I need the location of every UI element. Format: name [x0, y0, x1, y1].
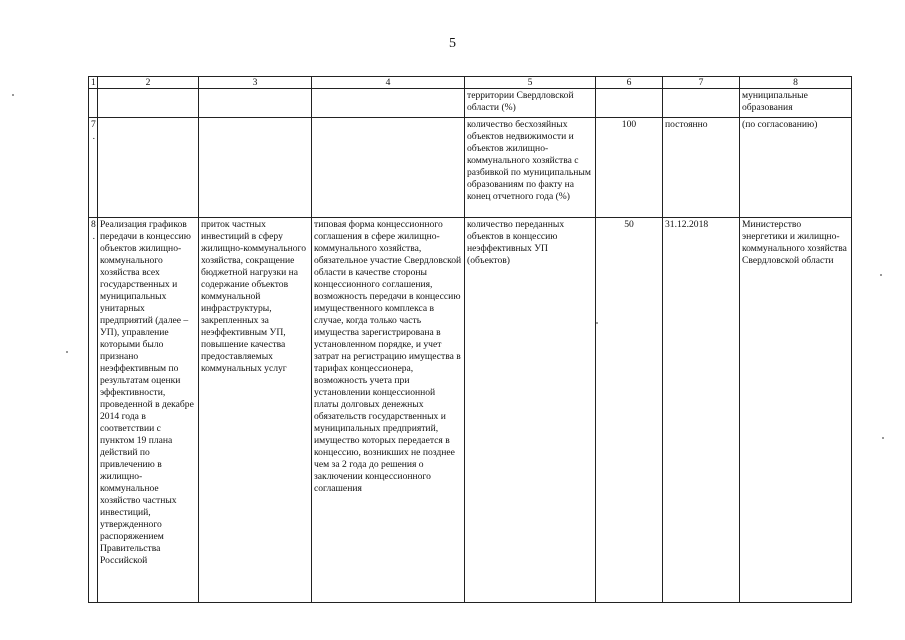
scan-speck [66, 351, 68, 353]
cell-indicator: количество бесхозяйных объектов недвижимости и объектов жилищно-коммунального хозяйства с разбивкой по муниципальным образованиям по факту на конец отчетного года (%) [465, 118, 596, 218]
cell-value: 100 [596, 118, 663, 218]
cell-result [199, 89, 312, 118]
cell-deadline: постоянно [663, 118, 740, 218]
cell-number [89, 89, 98, 118]
cell-responsible: муниципальные образования [740, 89, 852, 118]
cell-measure [98, 89, 199, 118]
table-row-7 [89, 118, 852, 218]
cell-responsible: (по согласованию) [740, 118, 852, 218]
header-col-3: 3 [199, 77, 312, 89]
scan-speck [880, 274, 882, 276]
table-row-continuation [89, 89, 852, 118]
cell-number: 8. [89, 218, 98, 603]
cell-result [199, 118, 312, 218]
cell-mechanism: типовая форма концессионного соглашения в сфере жилищно-коммунального хозяйства, обязательное участие Свердловской области в качестве стороны концессионного соглашения, возможность передачи в концессию имущественного комплекса в случае, когда только часть имущества зарегистрирована в установленном порядке, и учет затрат на регистрацию имущества в тарифах концессионера, возможность учета при установлении концессионной платы долговых денежных обязательств государственных и муниципальных предприятий, имущество которых передается в концессию, возникших не позднее чем за 2 года до решения о заключении концессионного соглашения [312, 218, 465, 603]
page-number: 5 [449, 36, 456, 51]
cell-mechanism [312, 89, 465, 118]
cell-value [596, 89, 663, 118]
cell-number: 7. [89, 118, 98, 218]
cell-deadline [663, 89, 740, 118]
cell-value: 50 [596, 218, 663, 603]
table-header-row [89, 77, 852, 89]
cell-indicator: территории Свердловской области (%) [465, 89, 596, 118]
cell-responsible: Министерство энергетики и жилищно-коммунального хозяйства Свердловской области [740, 218, 852, 603]
cell-indicator: количество переданных объектов в концессию неэффективных УП (объектов) [465, 218, 596, 603]
cell-measure: Реализация графиков передачи в концессию объектов жилищно-коммунального хозяйства всех государственных и муниципальных унитарных предприятий (далее – УП), управление которыми было признано неэффективным по результатам оценки эффективности, проведенной в декабре 2014 года в соответствии с пунктом 19 плана действий по привлечению в жилищно-коммунальное хозяйство частных инвестиций, утвержденного распоряжением Правительства Российской [98, 218, 199, 603]
header-col-6: 6 [596, 77, 663, 89]
header-col-1: 1 [89, 77, 98, 89]
cell-deadline: 31.12.2018 [663, 218, 740, 603]
cell-mechanism [312, 118, 465, 218]
scan-speck [12, 94, 14, 96]
header-col-5: 5 [465, 77, 596, 89]
header-col-2: 2 [98, 77, 199, 89]
scan-speck [882, 437, 884, 439]
measures-table [88, 76, 852, 603]
header-col-4: 4 [312, 77, 465, 89]
header-col-8: 8 [740, 77, 852, 89]
header-col-7: 7 [663, 77, 740, 89]
cell-result: приток частных инвестиций в сферу жилищно-коммунального хозяйства, сокращение бюджетной нагрузки на содержание объектов коммунальной инфраструктуры, закрепленных за неэффективным УП, повышение качества предоставляемых коммунальных услуг [199, 218, 312, 603]
table-row-8 [89, 218, 852, 603]
scan-speck [596, 322, 598, 324]
cell-measure [98, 118, 199, 218]
